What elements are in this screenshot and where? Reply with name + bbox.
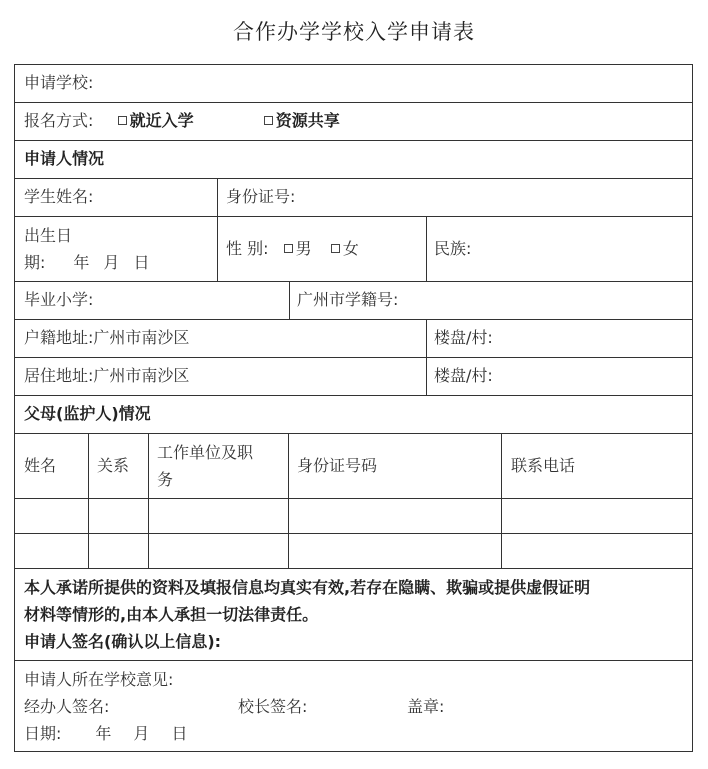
opinion-day: 日: [171, 724, 188, 743]
divider: [15, 319, 692, 320]
divider: [288, 433, 289, 568]
divider: [15, 533, 692, 534]
divider: [15, 395, 692, 396]
stamp-label: 盖章:: [407, 697, 445, 716]
student-name-label: 学生姓名:: [24, 187, 94, 206]
residence-building-label: 楼盘/村:: [434, 366, 493, 385]
household-building-label: 楼盘/村:: [434, 328, 493, 347]
pledge-line2: 材料等情形的,由本人承担一切法律责任。: [24, 605, 319, 624]
header-name: 姓名: [24, 456, 57, 475]
header-id-number: 身份证号码: [297, 456, 378, 475]
birth-day: 日: [133, 253, 150, 272]
divider: [15, 357, 692, 358]
section-parents: 父母(监护人)情况: [24, 404, 151, 423]
divider: [426, 216, 427, 281]
opinion-year: 年: [95, 724, 112, 743]
birth-label-line1: 出生日: [24, 226, 73, 245]
checkbox-icon[interactable]: [284, 244, 293, 253]
divider: [15, 498, 692, 499]
gender-female-option[interactable]: 女: [331, 239, 359, 258]
id-number-label: 身份证号:: [226, 187, 296, 206]
divider: [289, 281, 290, 319]
divider: [15, 281, 692, 282]
apply-method-row: [24, 111, 340, 131]
principal-signature-label: 校长签名:: [238, 697, 308, 716]
school-opinion-label: 申请人所在学校意见:: [24, 670, 174, 689]
header-work-unit-line2: 务: [157, 470, 174, 489]
application-form: [14, 64, 693, 752]
divider: [15, 102, 692, 103]
divider: [217, 178, 218, 281]
apply-method-label: 报名方式:: [24, 111, 94, 130]
divider: [501, 433, 502, 568]
birth-year: 年: [73, 253, 90, 272]
birth-label-line2: 期: 年 月 日: [24, 253, 150, 272]
gender-male-option[interactable]: 男: [284, 239, 312, 258]
birth-month: 月: [103, 253, 120, 272]
header-work-unit: 工作单位及职: [157, 443, 254, 462]
divider: [148, 433, 149, 568]
section-applicant: 申请人情况: [24, 149, 105, 168]
divider: [15, 216, 692, 217]
option-nearby[interactable]: 就近入学: [118, 111, 194, 130]
pledge-line1: 本人承诺所提供的资料及填报信息均真实有效,若存在隐瞒、欺骗或提供虚假证明: [24, 578, 591, 597]
divider: [15, 178, 692, 179]
opinion-month: 月: [133, 724, 150, 743]
header-relation: 关系: [97, 456, 130, 475]
gender-label: 性 别:: [226, 239, 269, 258]
residence-address-label: 居住地址:广州市南沙区: [24, 366, 190, 385]
divider: [88, 433, 89, 568]
handler-signature-label: 经办人签名:: [24, 697, 110, 716]
gender-row: [226, 239, 359, 259]
form-title: 合作办学学校入学申请表: [233, 20, 475, 44]
divider: [15, 433, 692, 434]
applicant-signature-label: 申请人签名(确认以上信息):: [24, 632, 222, 651]
divider: [426, 319, 427, 395]
apply-school-label: 申请学校:: [24, 73, 94, 92]
opinion-date-row: 日期: 年 月 日: [24, 724, 188, 743]
checkbox-icon[interactable]: [331, 244, 340, 253]
option-resource-share[interactable]: 资源共享: [264, 111, 340, 130]
checkbox-icon[interactable]: [264, 116, 273, 125]
divider: [15, 568, 692, 569]
household-address-label: 户籍地址:广州市南沙区: [24, 328, 190, 347]
checkbox-icon[interactable]: [118, 116, 127, 125]
header-phone: 联系电话: [511, 456, 576, 475]
ethnicity-label: 民族:: [434, 239, 472, 258]
gz-student-no-label: 广州市学籍号:: [297, 290, 399, 309]
primary-school-label: 毕业小学:: [24, 290, 94, 309]
divider: [15, 140, 692, 141]
divider: [15, 660, 692, 661]
